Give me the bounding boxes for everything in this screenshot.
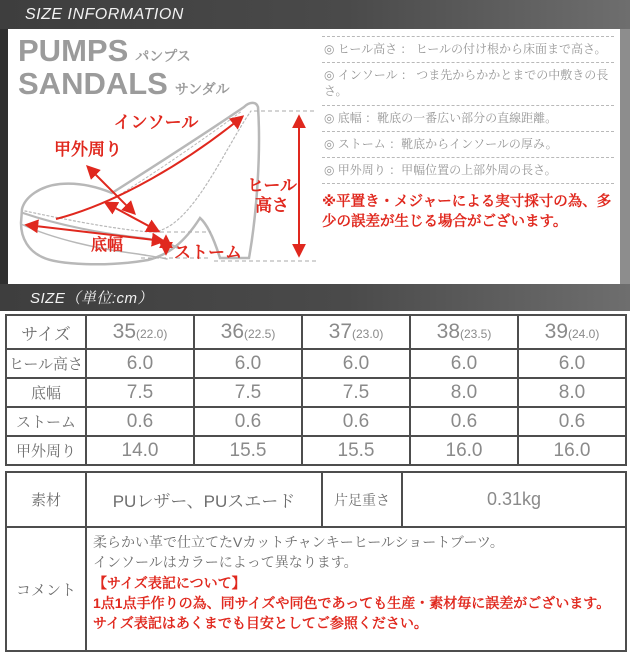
measurement-glossary xyxy=(322,36,614,232)
size-unit-title: SIZE（単位:cm） xyxy=(30,290,154,307)
product-type-pumps-jp: パンプス xyxy=(135,48,191,64)
glossary-item-insole: ◎ インソール ： つま先からかかとまでの中敷きの長さ。 xyxy=(322,63,614,105)
product-type-sandals-jp: サンダル xyxy=(174,81,230,97)
size-header-label: サイズ xyxy=(6,315,86,349)
table-row-heel-height: ヒール高さ 6.0 6.0 6.0 6.0 6.0 xyxy=(6,349,626,378)
comment-size-note-body: 1点1点手作りの為、同サイズや同色であっても生産・素材毎に誤差がございます。サイズ表記はあくまでも目安としてご参照ください。 xyxy=(93,594,611,632)
comment-content xyxy=(86,527,626,651)
size-unit-bar xyxy=(0,284,630,311)
weight-value: 0.31kg xyxy=(402,472,626,527)
table-row-storm: ストーム 0.6 0.6 0.6 0.6 0.6 xyxy=(6,407,626,436)
instep-label: 甲外周り xyxy=(54,140,122,159)
glossary-item-heel-height: ◎ ヒール高さ ： ヒールの付け根から床面まで高さ。 xyxy=(322,36,614,63)
size-table xyxy=(5,314,627,466)
material-comment-table xyxy=(5,471,627,652)
heel-height-label-line1: ヒール xyxy=(247,176,297,195)
size-col-36: 36(22.5) xyxy=(194,315,302,349)
material-label: 素材 xyxy=(6,472,86,527)
size-col-38: 38(23.5) xyxy=(410,315,518,349)
table-row-instep: 甲外周り 14.0 15.5 15.5 16.0 16.0 xyxy=(6,436,626,465)
page-title: SIZE INFORMATION xyxy=(25,5,184,23)
size-col-37: 37(23.0) xyxy=(302,315,410,349)
comment-line-2: インソールはカラーによって異なります。 xyxy=(93,554,358,571)
shoe-measurement-diagram xyxy=(8,91,328,283)
storm-label: ストーム xyxy=(174,243,242,262)
comment-size-note-title: 【サイズ表記について】 xyxy=(93,574,246,591)
table-row-comment xyxy=(6,527,626,651)
sole-diagonal-arrow xyxy=(106,203,158,231)
heel-height-label-line2: 高さ xyxy=(255,196,289,215)
measurement-disclaimer: ※平置き・メジャーによる実寸採寸の為、多少の誤差が生じる場合がございます。 xyxy=(322,194,612,231)
size-table-section xyxy=(0,311,630,652)
comment-label: コメント xyxy=(6,527,86,651)
diagram-section xyxy=(0,29,630,284)
size-information-header-bar xyxy=(0,0,630,29)
size-table-header-row xyxy=(6,315,626,349)
insole-label: インソール xyxy=(113,113,199,132)
product-type-sandals: SANDALS xyxy=(18,66,168,101)
size-col-39: 39(24.0) xyxy=(518,315,626,349)
table-row-sole-width: 底幅 7.5 7.5 7.5 8.0 8.0 xyxy=(6,378,626,407)
product-type-pumps: PUMPS xyxy=(18,33,129,68)
glossary-item-storm: ◎ ストーム ：靴底からインソールの厚み。 xyxy=(322,132,614,158)
material-value: PUレザー、PUスエード xyxy=(86,472,322,527)
weight-label: 片足重さ xyxy=(322,472,402,527)
comment-line-1: 柔らかい革で仕立てたVカットチャンキーヒールショートブーツ。 xyxy=(93,534,504,550)
size-col-35: 35(22.0) xyxy=(86,315,194,349)
table-row-material xyxy=(6,472,626,527)
glossary-item-sole-width: ◎ 底幅 ：靴底の一番広い部分の直線距離。 xyxy=(322,106,614,132)
sole-width-label: 底幅 xyxy=(90,237,124,254)
glossary-item-instep: ◎ 甲外周り ：甲幅位置の上部外周の長さ。 xyxy=(322,158,614,184)
